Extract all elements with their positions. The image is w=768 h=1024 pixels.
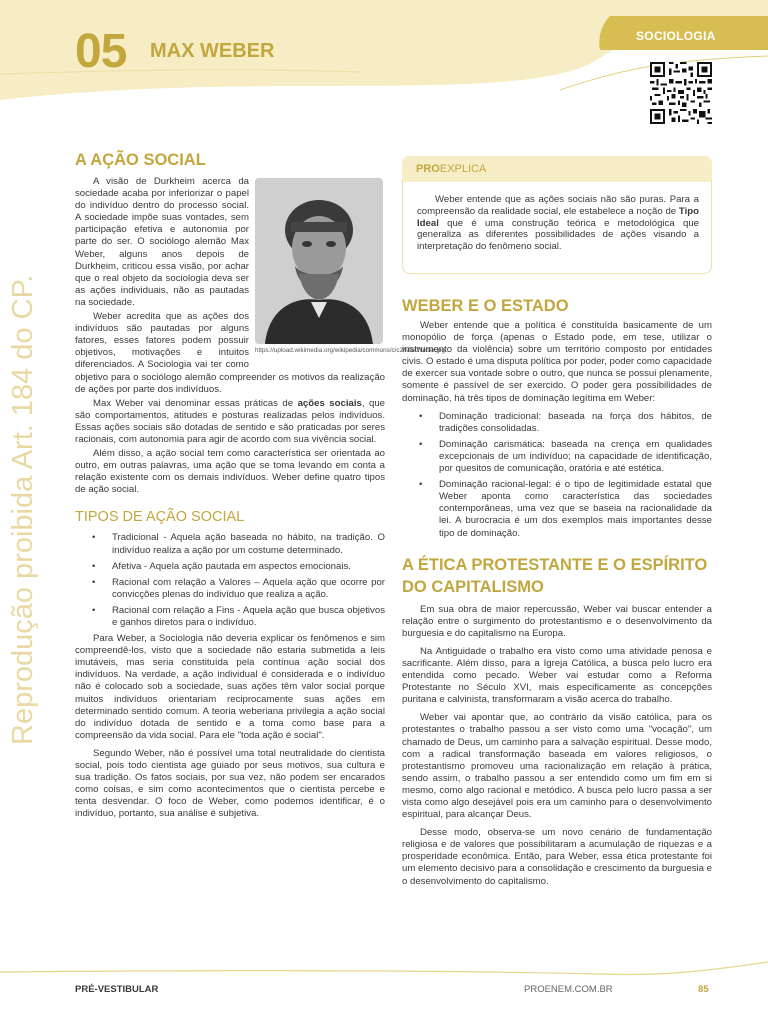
paragraph: A visão de Durkheim acerca da sociedade acaba por inferiorizar o papel do indivíduo dentro do processo social. A sociedade impõe suas vontades, sem participação efetiva e autonomia por parte do ser. O sociólogo alemão Max Weber, alguns anos depois de Durkheim, criticou essa visão, por achar que o real objeto da sociologia deva ser as ações individuais, não as pautadas na sociedade.: [75, 176, 249, 308]
weber-photo-figure: [255, 178, 445, 366]
proexplica-box: [402, 156, 712, 274]
paragraph: Weber acredita que as ações dos indivíduos são pautadas por alguns fatores, esses fatores podem possuir objetivos, motivações e intuitos diferenciados. A Sociologia vai ter como objetivo para o sociólogo alemão compreender os motivos da realização de ações por parte dos indivíduos.: [75, 311, 385, 395]
proexplica-header: [402, 156, 712, 182]
chapter-title: MAX WEBER: [150, 40, 275, 62]
paragraph: Desse modo, observa-se um novo cenário de fundamentação religiosa e de valores que possibilitaram a acumulação de riquezas e a prosperidade econômica. Então, para Weber, essa ética protestante foi um elemento decisivo para a consolidação e crescimento da burguesia e o desenvolvimento do capitalismo.: [402, 827, 712, 887]
proexplica-body: [402, 180, 712, 274]
proexplica-label: PROEXPLICA: [416, 163, 487, 175]
tipos-list: [75, 532, 385, 629]
section-title-etica-protestante: A ÉTICA PROTESTANTE E O ESPÍRITO DO CAPITALISMO: [402, 555, 708, 596]
weber-portrait-image: [255, 178, 383, 344]
qr-code-icon[interactable]: [650, 62, 712, 124]
chapter-number: 05: [75, 25, 127, 78]
footer-website-link[interactable]: PROENEM.COM.BR: [524, 984, 613, 995]
portrait-illustration-icon: [255, 178, 383, 344]
paragraph: Weber entende que a política é constituída basicamente de um monopólio de força (apenas o Estado pode, em tese, utilizar o instrumento da violência) sobre um território composto por entidades civis. O estado é uma disputa política por poder, poder como capacidade de exercer sua vontade sobre o outro, que nunca se possui plenamente, somente é passível de ser exercido. O poder gera possibilidades de dominação, há três tipos de dominação legítima em Weber:: [402, 320, 712, 404]
proexplica-text: Weber entende que as ações sociais não são puras. Para a compreensão da realidade social, ele estabelece a noção de Tipo Ideal que é uma construção teórica e metodológica que generaliza as diferentes possibilidades de ações visando a interpretação do fenômeno social.: [417, 194, 699, 253]
page-number: 85: [698, 984, 709, 995]
paragraph: Max Weber vai denominar essas práticas de ações sociais, que são comportamentos, atitudes e posturas realizadas pelos indivíduos. Essas ações sociais são dotadas de sentido e são praticadas por seres racionais, com autonomia para agir de acordo com sua vivência social.: [75, 397, 385, 445]
paragraph: Em sua obra de maior repercussão, Weber vai buscar entender a relação entre o surgimento do protestantismo e o desenvolvimento da burguesia e do capitalismo na Europa.: [402, 603, 712, 639]
list-item: • Dominação racional-legal: é o tipo de legitimidade estatal que Weber aponta como característica das sociedades contemporâneas, uma vez que se baseia na racionalidade da lei. A burocracia é um dos exemplos mais importantes desse tipo de dominação.: [402, 479, 712, 539]
paragraph: Para Weber, a Sociologia não deveria explicar os fenômenos e sim compreendê-los, visto que a sociedade não estaria submetida a leis imutáveis, mas seria constituída pela contínua ação social dos indivíduos. Na verdade, a ação individual é considerada e o indivíduo não é colocado sob a sociedade, suas ações têm valor social porque muitos indivíduos orientariam reciprocamente suas ações em determinado sentido comum. A teoria weberiana privilegia a ação social do indivíduo dotada de sentido e a toma como base para a compreensão da vida social. Para ele "toda ação é social".: [75, 633, 385, 741]
left-column: [75, 150, 445, 821]
list-item: • Dominação carismática: baseada na crença em qualidades excepcionais de um indivíduo; na capacidade de identificação, por quesitos de comunicação, oratória e até estética.: [402, 439, 712, 475]
photo-caption[interactable]: https://upload.wikimedia.org/wikipedia/commons/c/c2/MaxWeber.jpg: [255, 347, 445, 354]
dominacao-list: [402, 411, 712, 540]
paragraph: Segundo Weber, não é possível uma total neutralidade do cientista social, pois todo cientista age guiado por seus motivos, sua cultura e sua tradição. Os fatos sociais, por sua vez, não podem ser encarados como coisas, e sim como acontecimentos que o cientista percebe e tenta desvendar. O foco de Weber, como podemos identificar, é o indivíduo, portanto, sua análise é subjetiva.: [75, 747, 385, 820]
list-item: • Racional com relação a Fins - Aquela ação que busca objetivos e ganhos diretos para o indivíduo.: [75, 605, 385, 629]
section-title-estado: WEBER E O ESTADO: [402, 297, 569, 315]
paragraph: Na Antiguidade o trabalho era visto como uma atividade penosa e sacrificante. Além disso, para a Igreja Católica, a busca pelo lucro era entendida como pecado. Weber vai estudar como a Reforma Protestante no Século XVI, mais especificamente as concepções puritana e calvinista, transformaram a visão acerca do trabalho.: [402, 645, 712, 706]
key-term-tipo-ideal: Tipo Ideal: [417, 205, 699, 229]
section-title-acao-social: A AÇÃO SOCIAL: [75, 151, 206, 169]
key-term-acoes-sociais: ações sociais: [297, 397, 362, 409]
subject-tab: SOCIOLOGIA: [636, 29, 716, 43]
right-column: [402, 156, 712, 888]
list-item: • Racional com relação a Valores – Aquela ação que ocorre por convicções plenas do indivíduo que realiza a ação.: [75, 577, 385, 601]
copyright-watermark: Reprodução proibida Art. 184 do CP.: [7, 274, 39, 745]
list-item: • Tradicional - Aquela ação baseada no hábito, na tradição. O indivíduo realiza a ação por um costume determinado.: [75, 532, 385, 556]
paragraph: Além disso, a ação social tem como característica ser orientada ao outro, em outras palavras, uma ação que se toma levando em conta a relação existente com os demais indivíduos. Weber define quatro tipos de ação social.: [75, 448, 385, 496]
list-item: • Afetiva - Aquela ação pautada em aspectos emocionais.: [75, 561, 385, 573]
subsection-title-tipos: TIPOS DE AÇÃO SOCIAL: [75, 509, 245, 526]
list-item: • Dominação tradicional: baseada na força dos hábitos, de tradições consolidadas.: [402, 411, 712, 435]
footer-course: PRÉ-VESTIBULAR: [75, 984, 159, 995]
paragraph: Weber vai apontar que, ao contrário da visão católica, para os protestantes o trabalho passou a ser visto como uma "vocação", um chamado de Deus, um caminho para a salvação espiritual. Desse modo, com a radical transformação baseada em valores religiosos, o protestantismo promoveu uma racionalização em relação à prática, sendo assim, o trabalho passou a ser entendido como um fim em si mesmo, como algo racional e metódico. A busca pelo lucro passa a ser vista como algo desejável pois era um caminho para o desenvolvimento espiritual, para alcançar Deus.: [402, 712, 712, 821]
